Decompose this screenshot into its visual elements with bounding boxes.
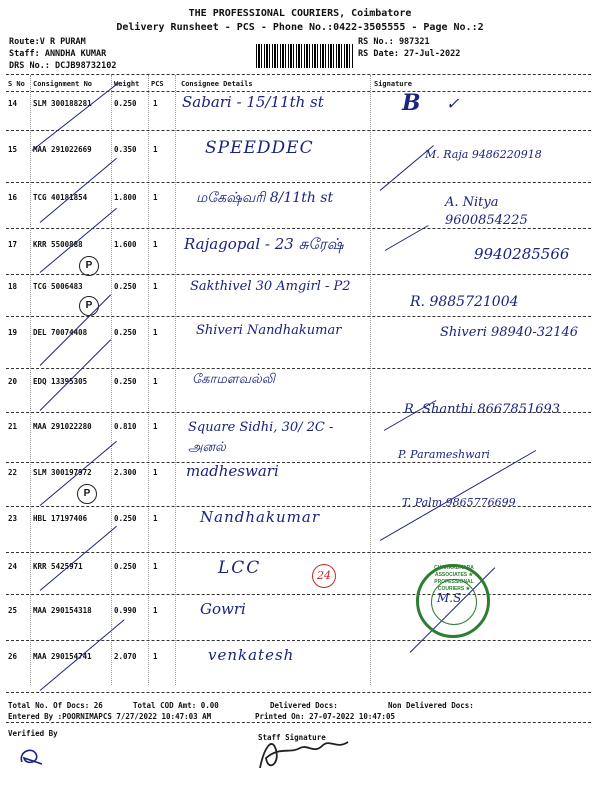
row-consignee-handwritten: Gowri	[200, 600, 246, 618]
row-sno: 25	[8, 606, 18, 615]
col-sno: S No	[8, 80, 25, 88]
col-consignee: Consignee Details	[181, 80, 253, 88]
col-weight: Weight	[114, 80, 140, 88]
row-sno: 17	[8, 240, 18, 249]
staff-signature	[250, 728, 360, 778]
row-pcs: 1	[153, 99, 158, 108]
pen-stroke	[40, 158, 117, 223]
verifier-signature	[14, 740, 54, 770]
row-pcs: 1	[153, 193, 158, 202]
row-weight: 2.070	[114, 652, 137, 661]
row-divider	[6, 274, 591, 275]
row-weight: 0.250	[114, 514, 137, 523]
col-signature: Signature	[374, 80, 412, 88]
rs-number: RS No.: 987321	[358, 37, 430, 47]
row-divider	[6, 594, 591, 595]
row-signature-handwritten: A. Nitya 9600854225	[445, 195, 528, 228]
verified-by: Verified By	[8, 729, 58, 738]
row-pcs: 1	[153, 606, 158, 615]
row-pcs: 1	[153, 377, 158, 386]
row-sno: 24	[8, 562, 18, 571]
row-consignee-handwritten: Sakthivel 30 Amgirl - P2	[190, 279, 351, 294]
row-weight: 1.800	[114, 193, 137, 202]
row-consignment: MAA 290154318	[33, 606, 92, 615]
row-weight: 0.990	[114, 606, 137, 615]
row-signature-handwritten: R. Shanthi 8667851693	[404, 402, 561, 417]
row-sno: 18	[8, 282, 18, 291]
row-divider	[6, 228, 591, 229]
row-consignee-handwritten: Square Sidhi, 30/ 2C - அனல்	[188, 420, 334, 455]
company-round-stamp	[416, 564, 490, 638]
row-sno: 26	[8, 652, 18, 661]
row-divider	[6, 692, 591, 693]
row-divider	[6, 640, 591, 641]
row-consignee-handwritten: madheswari	[186, 462, 279, 480]
row-consignment: KRR 5500888	[33, 240, 83, 249]
row-sno: 16	[8, 193, 18, 202]
company-title: THE PROFESSIONAL COURIERS, Coimbatore	[188, 8, 412, 19]
row-divider	[6, 182, 591, 183]
rs-date: RS Date: 27-Jul-2022	[358, 49, 461, 59]
row-consignment: HBL 17197406	[33, 514, 88, 523]
row-sno: 23	[8, 514, 18, 523]
row-pcs: 1	[153, 514, 158, 523]
p-stamp-mark: P	[77, 484, 97, 504]
row-pcs: 1	[153, 282, 158, 291]
header-divider-top	[6, 74, 591, 75]
row-consignee-handwritten: Nandhakumar	[200, 508, 321, 526]
row-consignment: EDQ 13395305	[33, 377, 88, 386]
row-pcs: 1	[153, 145, 158, 154]
pen-stroke	[40, 526, 117, 591]
row-pcs: 1	[153, 562, 158, 571]
signature-stroke	[380, 145, 434, 191]
entered-by: Entered By :POORNIMAPCS 7/27/2022 10:47:03 AM	[8, 712, 212, 721]
row-divider	[6, 412, 591, 413]
row-consignment: KRR 5425971	[33, 562, 83, 571]
stamp-signature: M.S	[437, 591, 462, 605]
row-pcs: 1	[153, 422, 158, 431]
row-weight: 0.250	[114, 562, 137, 571]
p-stamp-mark: P	[79, 296, 99, 316]
row-consignee-handwritten: Sabari - 15/11th st	[182, 93, 324, 111]
delivered-docs: Delivered Docs:	[270, 701, 338, 710]
row-divider	[6, 552, 591, 553]
row-signature-handwritten: 9940285566	[474, 245, 570, 263]
row-divider	[6, 130, 591, 131]
non-delivered-docs: Non Delivered Docs:	[388, 701, 474, 710]
row-sno: 22	[8, 468, 18, 477]
row-signature-handwritten: T. Palm 9865776699	[402, 496, 516, 509]
runsheet-subtitle: Delivery Runsheet - PCS - Phone No.:0422-3505555 - Page No.:2	[116, 22, 484, 33]
row-sno: 19	[8, 328, 18, 337]
total-cod: Total COD Amt: 0.00	[133, 701, 219, 710]
row-weight: 0.350	[114, 145, 137, 154]
row-weight: 0.810	[114, 422, 137, 431]
row-consignment: MAA 291022280	[33, 422, 92, 431]
p-stamp-mark: P	[79, 256, 99, 276]
route-label: Route:V R PURAM	[9, 37, 86, 47]
row-signature-handwritten: M. Raja 9486220918	[425, 148, 542, 161]
row-divider	[6, 462, 591, 463]
row-consignment: MAA 291022669	[33, 145, 92, 154]
row-weight: 1.600	[114, 240, 137, 249]
staff-label: Staff: ANNDHA KUMAR	[9, 49, 107, 59]
row-consignment: SLM 300197972	[33, 468, 92, 477]
row-consignment: DEL 70074408	[33, 328, 88, 337]
row-weight: 0.250	[114, 99, 137, 108]
pen-stroke	[40, 339, 111, 410]
row-consignee-handwritten: Shiveri Nandhakumar	[196, 323, 342, 338]
drs-number: DRS No.: DCJB98732102	[9, 61, 117, 71]
row-consignment: SLM 300188281	[33, 99, 92, 108]
tick-mark: ✓	[446, 94, 460, 113]
row-consignee-handwritten: SPEEDDEC	[205, 138, 314, 158]
row-consignee-handwritten: மகேஷ்வரி 8/11th st	[196, 190, 334, 206]
row-consignee-handwritten: venkatesh	[208, 646, 295, 664]
row-pcs: 1	[153, 652, 158, 661]
stamp-text: CHAKRADHARA ASSOCIATES ★ PROFESSIONAL COURIERS ★	[434, 565, 474, 592]
row-sno: 20	[8, 377, 18, 386]
col-consignment: Consignment No	[33, 80, 93, 88]
col-pcs: PCS	[151, 80, 164, 88]
row-consignee-handwritten: LCC	[218, 558, 262, 578]
row-signature-handwritten: P. Parameshwari	[398, 448, 490, 461]
row-divider	[6, 368, 591, 369]
row-consignment: TCG 40181854	[33, 193, 88, 202]
staff-signature-label: Staff Signature	[258, 733, 326, 742]
row-sno: 15	[8, 145, 18, 154]
printed-on: Printed On: 27-07-2022 10:47:05	[255, 712, 395, 721]
row-sno: 14	[8, 99, 18, 108]
row-pcs: 1	[153, 328, 158, 337]
row-divider	[6, 316, 591, 317]
row-weight: 2.300	[114, 468, 137, 477]
row-weight: 0.250	[114, 328, 137, 337]
row-pcs: 1	[153, 240, 158, 249]
pen-stroke	[32, 82, 119, 151]
row-signature-handwritten: R. 9885721004	[410, 294, 519, 310]
row-consignee-handwritten: Rajagopal - 23 சுரேஷ்	[184, 235, 344, 253]
row-weight: 0.250	[114, 377, 137, 386]
row-sno: 21	[8, 422, 18, 431]
header-divider-bottom	[6, 91, 591, 92]
row-pcs: 1	[153, 468, 158, 477]
row-signature-handwritten: B	[402, 90, 421, 116]
row-signature-handwritten: Shiveri 98940-32146	[440, 325, 579, 340]
row-weight: 0.250	[114, 282, 137, 291]
total-docs: Total No. Of Docs: 26	[8, 701, 103, 710]
row-consignment: MAA 290154741	[33, 652, 92, 661]
footer-divider	[6, 722, 591, 723]
row-consignee-handwritten: கோமளவல்லி	[192, 372, 276, 387]
row-consignment: TCG 5006483	[33, 282, 83, 291]
drs-barcode	[256, 44, 354, 68]
row-divider	[6, 506, 591, 507]
circled-number-mark: 24	[312, 564, 336, 588]
